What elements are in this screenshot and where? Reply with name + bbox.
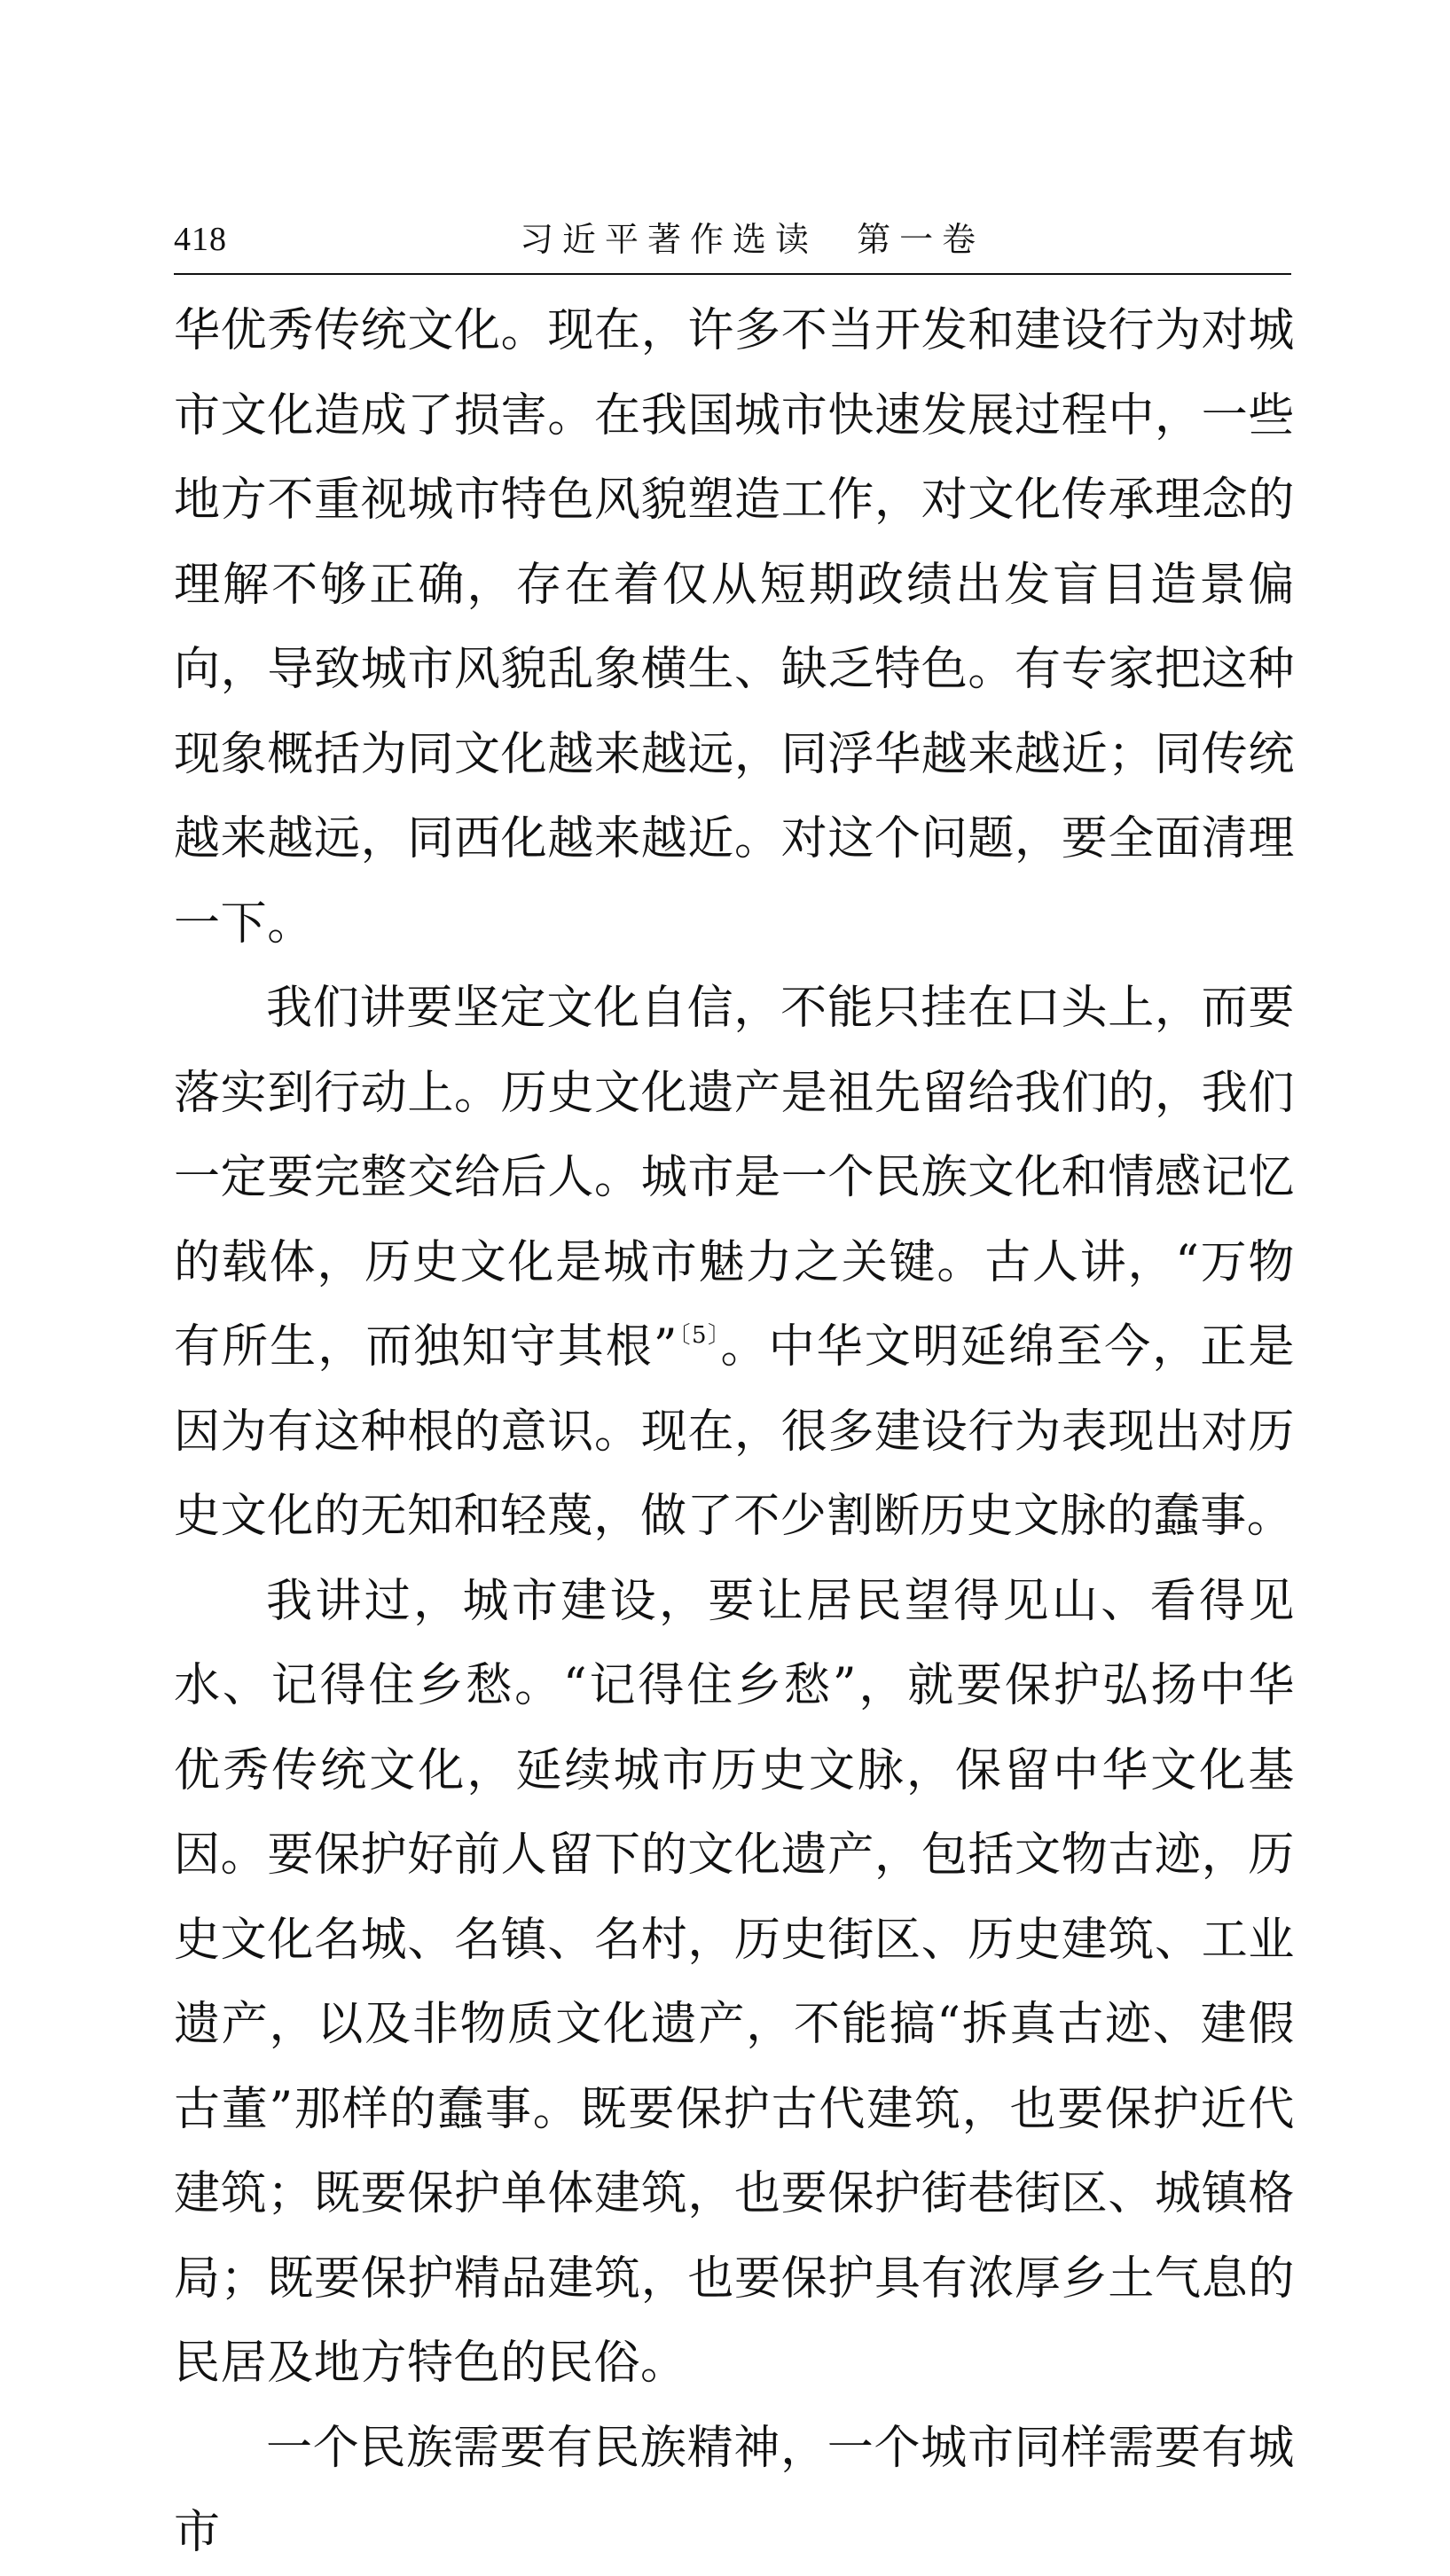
paragraph-4: 一个民族需要有民族精神，一个城市同样需要有城市 bbox=[174, 2421, 1295, 2559]
footnote-reference: 〔5〕 bbox=[678, 1322, 721, 1349]
page-header bbox=[174, 213, 1291, 266]
paragraph-3: 我讲过，城市建设，要让居民望得见山、看得见水、记得住乡愁。“记得住乡愁”，就要保护弘扬中华优秀传统文化，延续城市历史文脉，保留中华文化基因。要保护好前人留下的文化遗产，包括文物古迹，历史文化名城、名镇、名村，历史街区、历史建筑、工业遗产，以及非物质文化遗产，不能搞“拆真古迹、建假古董”那样的蠢事。既要保护古代建筑，也要保护近代建筑；既要保护单体建筑，也要保护街巷街区、城镇格局；既要保护精品建筑，也要保护具有浓厚乡土气息的民居及地方特色的民俗。 bbox=[174, 1574, 1295, 2390]
paragraph-2-text-b: 。中华文明延绵至今，正是因为有这种根的意识。现在，很多建设行为表现出对历史文化的无知和轻蔑，做了不少割断历史文脉的蠢事。 bbox=[174, 1320, 1296, 1543]
paragraph-2 bbox=[174, 967, 1295, 1560]
paragraph-2-text-a: 我们讲要坚定文化自信，不能只挂在口头上，而要落实到行动上。历史文化遗产是祖先留给我们的，我们一定要完整交给后人。城市是一个民族文化和情感记忆的载体，历史文化是城市魅力之关键。古人讲，“万物有所生，而独知守其根” bbox=[174, 982, 1295, 1374]
paragraph-1: 华优秀传统文化。现在，许多不当开发和建设行为对城市文化造成了损害。在我国城市快速发展过程中，一些地方不重视城市特色风貌塑造工作，对文化传承理念的理解不够正确，存在着仅从短期政绩出发盲目造景偏向，导致城市风貌乱象横生、缺乏特色。有专家把这种现象概括为同文化越来越远，同浮华越来越近；同传统越来越远，同西化越来越近。对这个问题，要全面清理一下。 bbox=[174, 304, 1295, 951]
page-number: 418 bbox=[174, 221, 227, 258]
running-title: 习近平著作选读 第一卷 bbox=[520, 220, 985, 259]
header-rule bbox=[174, 273, 1291, 275]
body-text bbox=[174, 289, 1295, 2576]
